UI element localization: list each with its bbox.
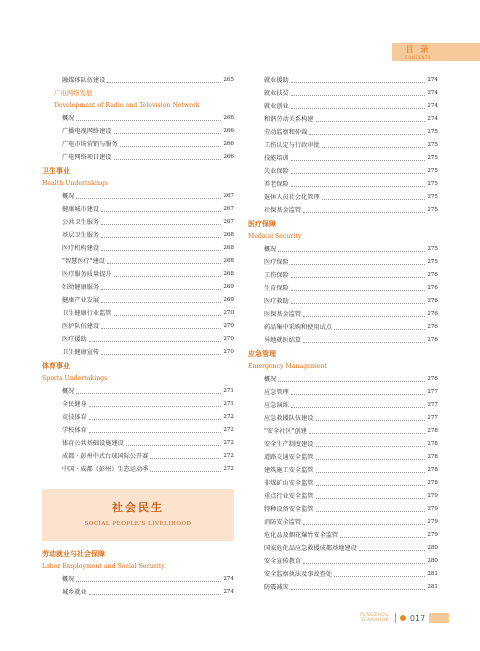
toc-entry-page: 275 <box>427 259 438 265</box>
toc-entry-page: 274 <box>427 90 438 96</box>
toc-leader-dots <box>309 134 425 135</box>
toc-entry-title: 体育公共基础设施建设 <box>62 440 124 447</box>
toc-entry[interactable] <box>248 555 438 568</box>
toc-leader-dots <box>316 446 426 447</box>
toc-leader-dots <box>89 419 222 420</box>
toc-entry-page: 276 <box>427 285 438 291</box>
toc-entry-page: 272 <box>223 414 234 420</box>
toc-entry-title: 就业扶贫 <box>264 90 289 97</box>
toc-leader-dots <box>291 394 426 395</box>
toc-entry-page: 268 <box>223 245 234 251</box>
toc-entry[interactable] <box>42 229 234 242</box>
toc-leader-dots <box>291 160 426 161</box>
toc-entry-page: 276 <box>427 311 438 317</box>
toc-leader-dots <box>101 250 221 251</box>
toc-leader-dots <box>316 511 426 512</box>
toc-entry[interactable] <box>42 398 234 411</box>
toc-entry-title: 安全监察执法及事故查处 <box>264 571 333 578</box>
toc-leader-dots <box>334 576 425 577</box>
toc-entry-title: 技能培训 <box>264 155 289 162</box>
toc-entry[interactable] <box>248 490 438 503</box>
toc-entry-title: 中国 · 成都（彭州）生态运动季 <box>62 466 149 473</box>
toc-entry[interactable] <box>248 438 438 451</box>
toc-leader-dots <box>150 471 221 472</box>
toc-entry[interactable] <box>248 256 438 269</box>
toc-entry-title: 全民健身 <box>62 401 87 408</box>
toc-entry[interactable] <box>248 451 438 464</box>
toc-entry-title: 失业保险 <box>264 168 289 175</box>
page-subtitle: CONTENTS <box>405 55 431 60</box>
toc-entry-title: 概况 <box>62 576 75 583</box>
toc-entry-page: 280 <box>427 545 438 551</box>
toc-leader-dots <box>76 198 221 199</box>
toc-entry-title: 和谐劳动关系构建 <box>264 116 314 123</box>
toc-entry-title: 建筑施工安全监管 <box>264 467 314 474</box>
toc-entry[interactable] <box>42 385 234 398</box>
footer-dot-icon <box>400 615 406 621</box>
toc-entry[interactable] <box>42 74 234 87</box>
toc-entry-page: 274 <box>427 103 438 109</box>
toc-entry[interactable] <box>248 204 438 217</box>
toc-entry-title: 概况 <box>264 246 277 253</box>
toc-entry[interactable] <box>42 268 234 281</box>
toc-leader-dots <box>291 589 426 590</box>
toc-leader-dots <box>150 458 221 459</box>
toc-leader-dots <box>107 82 221 83</box>
toc-leader-dots <box>291 303 426 304</box>
toc-entry-title: 安全宣传教育 <box>264 558 302 565</box>
section-title-en: Labor Employment and Social Security <box>42 563 165 570</box>
toc-entry-page: 268 <box>223 271 234 277</box>
toc-entry-title: 工伤认定与行政审批 <box>264 142 320 149</box>
toc-entry[interactable] <box>248 178 438 191</box>
toc-entry-title: 概况 <box>62 193 75 200</box>
toc-entry-page: 280 <box>427 558 438 564</box>
toc-entry-title: "智慧医疗"建设 <box>62 258 105 265</box>
toc-entry-page: 266 <box>223 154 234 160</box>
toc-entry-title: 竞技体育 <box>62 414 87 421</box>
toc-entry-page: 276 <box>427 324 438 330</box>
toc-entry-page: 270 <box>223 310 234 316</box>
toc-entry[interactable] <box>42 125 234 138</box>
toc-leader-dots <box>89 406 222 407</box>
toc-leader-dots <box>120 146 222 147</box>
toc-entry-page: 276 <box>427 337 438 343</box>
toc-entry-title: 健康产业发展 <box>62 297 100 304</box>
toc-entry[interactable] <box>248 425 438 438</box>
toc-leader-dots <box>291 277 426 278</box>
page-title: 目 录 <box>405 45 431 54</box>
toc-entry[interactable] <box>42 112 234 125</box>
toc-entry-title: 融媒体队伍建设 <box>62 77 106 84</box>
toc-entry-title: 生育保险 <box>264 285 289 292</box>
toc-entry-title: 广电网络项目建设 <box>62 154 112 161</box>
toc-entry-page: 274 <box>223 589 234 595</box>
section-title-en: Medical Security <box>248 233 302 240</box>
toc-entry-page: 268 <box>223 258 234 264</box>
section-title-en: Emergency Management <box>248 363 327 370</box>
toc-entry[interactable] <box>248 282 438 295</box>
toc-entry-page: 275 <box>427 129 438 135</box>
part-banner-title: 社会民生 <box>112 501 164 514</box>
toc-entry-page: 275 <box>427 155 438 161</box>
toc-entry-title: 重点行业安全监管 <box>264 493 314 500</box>
toc-entry-page: 272 <box>223 466 234 472</box>
toc-entry-title: 医疗机构建设 <box>62 245 100 252</box>
toc-leader-dots <box>114 276 222 277</box>
toc-entry-page: 272 <box>223 440 234 446</box>
toc-entry-title: "安全社区"创建 <box>264 428 307 435</box>
toc-entry-page: 276 <box>427 298 438 304</box>
toc-entry-title: 广播电视网络建设 <box>62 128 112 135</box>
toc-entry-page: 275 <box>427 168 438 174</box>
toc-entry[interactable] <box>42 203 234 216</box>
toc-entry[interactable] <box>42 586 234 599</box>
toc-entry[interactable] <box>42 281 234 294</box>
toc-entry[interactable] <box>248 191 438 204</box>
toc-leader-dots <box>76 393 221 394</box>
toc-entry-title: 消防安全监管 <box>264 519 302 526</box>
toc-leader-dots <box>101 302 221 303</box>
toc-leader-dots <box>316 459 426 460</box>
toc-leader-dots <box>316 121 426 122</box>
toc-entry[interactable] <box>248 334 438 347</box>
toc-leader-dots <box>340 537 425 538</box>
toc-entry[interactable] <box>248 126 438 139</box>
toc-entry-title: 基层卫生服务 <box>62 232 100 239</box>
toc-leader-dots <box>291 82 426 83</box>
toc-entry-page: 268 <box>223 232 234 238</box>
toc-entry-title: 医疗救助 <box>264 298 289 305</box>
toc-entry[interactable] <box>248 529 438 542</box>
toc-entry-page: 276 <box>427 272 438 278</box>
toc-leader-dots <box>291 108 426 109</box>
footer-brand-line2: YEARBOOK <box>360 618 389 623</box>
toc-entry[interactable] <box>248 464 438 477</box>
section-title-cn: 广电网络发展 <box>54 89 93 97</box>
toc-entry[interactable] <box>248 74 438 87</box>
toc-entry-page: 275 <box>427 246 438 252</box>
toc-entry[interactable] <box>42 333 234 346</box>
toc-entry[interactable] <box>248 139 438 152</box>
toc-entry-page: 274 <box>427 77 438 83</box>
toc-leader-dots <box>334 329 425 330</box>
toc-entry-page: 271 <box>223 388 234 394</box>
toc-leader-dots <box>278 251 425 252</box>
toc-entry[interactable] <box>42 463 234 476</box>
toc-entry-title: 应急管理 <box>264 389 289 396</box>
toc-entry-page: 277 <box>427 402 438 408</box>
toc-entry[interactable] <box>248 87 438 100</box>
toc-entry-title: 医保基金监管 <box>264 311 302 318</box>
toc-entry-title: 公共卫生服务 <box>62 219 100 226</box>
footer-brand <box>360 613 389 623</box>
toc-entry[interactable] <box>248 113 438 126</box>
section-title-cn: 体育事业 <box>42 362 70 370</box>
section-title-cn: 医疗保障 <box>248 220 276 228</box>
toc-entry-title: 应急演练 <box>264 402 289 409</box>
toc-entry[interactable] <box>248 308 438 321</box>
toc-entry-title: 非煤矿山安全监管 <box>264 480 314 487</box>
toc-leader-dots <box>101 354 221 355</box>
toc-entry[interactable] <box>248 477 438 490</box>
toc-leader-dots <box>303 212 425 213</box>
toc-entry-title: 成都 · 彭州中式台球国际公开赛 <box>62 453 149 460</box>
toc-entry-title: 工伤保险 <box>264 272 289 279</box>
toc-entry[interactable] <box>248 542 438 555</box>
toc-leader-dots <box>114 315 222 316</box>
toc-entry[interactable] <box>248 399 438 412</box>
toc-leader-dots <box>114 133 222 134</box>
toc-entry-page: 277 <box>427 389 438 395</box>
toc-entry-page: 279 <box>427 506 438 512</box>
page-footer <box>360 612 449 624</box>
toc-entry-page: 270 <box>223 349 234 355</box>
toc-leader-dots <box>303 342 425 343</box>
toc-entry-page: 272 <box>223 427 234 433</box>
toc-entry[interactable] <box>42 573 234 586</box>
toc-entry-title: 医护队伍建设 <box>62 323 100 330</box>
footer-accent-bar <box>429 613 449 623</box>
toc-leader-dots <box>101 289 221 290</box>
toc-entry-title: 社保基金监管 <box>264 207 302 214</box>
toc-leader-dots <box>291 173 426 174</box>
toc-entry-page: 272 <box>223 453 234 459</box>
toc-entry-page: 266 <box>223 141 234 147</box>
toc-entry-page: 279 <box>427 519 438 525</box>
toc-leader-dots <box>303 524 425 525</box>
toc-entry-page: 271 <box>223 401 234 407</box>
toc-entry-title: 妇幼健康服务 <box>62 284 100 291</box>
section-title-cn: 应急管理 <box>248 350 276 358</box>
toc-leader-dots <box>316 485 426 486</box>
toc-entry[interactable] <box>42 138 234 151</box>
toc-entry-page: 281 <box>427 571 438 577</box>
section-title-cn: 卫生事业 <box>42 167 70 175</box>
toc-entry[interactable] <box>42 242 234 255</box>
toc-entry-title: 医疗保险 <box>264 259 289 266</box>
footer-brand-line1: PENGZHOU <box>360 613 389 618</box>
toc-entry-title: 危化品及烟花爆竹安全监管 <box>264 532 339 539</box>
toc-entry[interactable] <box>248 243 438 256</box>
toc-entry-title: 药品集中采购和使用试点 <box>264 324 333 331</box>
toc-entry-page: 275 <box>427 207 438 213</box>
toc-entry-page: 278 <box>427 467 438 473</box>
toc-entry[interactable] <box>42 216 234 229</box>
toc-leader-dots <box>291 290 426 291</box>
toc-entry-page: 270 <box>223 323 234 329</box>
toc-entry[interactable] <box>248 568 438 581</box>
toc-entry[interactable] <box>42 411 234 424</box>
toc-entry[interactable] <box>248 412 438 425</box>
toc-entry-title: 特种设备安全监管 <box>264 506 314 513</box>
toc-entry[interactable] <box>248 581 438 594</box>
toc-entry[interactable] <box>42 255 234 268</box>
toc-entry[interactable] <box>248 386 438 399</box>
section-title-en: Health Undertakings <box>42 180 108 187</box>
toc-leader-dots <box>76 120 221 121</box>
section-title-en: Sports Undertakings <box>42 375 108 382</box>
toc-entry[interactable] <box>42 151 234 164</box>
toc-right-column <box>248 74 438 594</box>
toc-entry-page: 278 <box>427 480 438 486</box>
toc-entry-title: 广电市场营销与服务 <box>62 141 118 148</box>
footer-divider <box>395 613 396 623</box>
toc-entry-page: 266 <box>223 115 234 121</box>
toc-entry[interactable] <box>42 190 234 203</box>
toc-leader-dots <box>322 147 426 148</box>
toc-entry-page: 275 <box>427 194 438 200</box>
toc-entry-page: 277 <box>427 415 438 421</box>
page-number: 017 <box>409 613 426 623</box>
toc-entry-page: 279 <box>427 532 438 538</box>
toc-leader-dots <box>359 550 426 551</box>
toc-entry[interactable] <box>42 437 234 450</box>
toc-leader-dots <box>303 563 425 564</box>
toc-entry-page: 265 <box>223 77 234 83</box>
toc-leader-dots <box>101 211 221 212</box>
toc-entry-title: 健康城市建设 <box>62 206 100 213</box>
toc-leader-dots <box>291 95 426 96</box>
toc-entry-title: 道路交通安全监管 <box>264 454 314 461</box>
toc-entry-page: 269 <box>223 284 234 290</box>
toc-entry[interactable] <box>248 516 438 529</box>
toc-entry[interactable] <box>42 320 234 333</box>
toc-entry-page: 275 <box>427 181 438 187</box>
toc-leader-dots <box>107 263 221 264</box>
toc-entry[interactable] <box>248 269 438 282</box>
toc-leader-dots <box>291 407 426 408</box>
toc-entry-page: 275 <box>427 142 438 148</box>
toc-entry-title: 防震减灾 <box>264 584 289 591</box>
toc-entry-title: 就业援助 <box>264 77 289 84</box>
toc-entry-page: 270 <box>223 336 234 342</box>
toc-entry[interactable] <box>42 424 234 437</box>
toc-entry-title: 退休人员社会化管理 <box>264 194 320 201</box>
toc-entry[interactable] <box>248 373 438 386</box>
toc-leader-dots <box>76 581 221 582</box>
toc-leader-dots <box>309 433 425 434</box>
toc-entry-page: 276 <box>427 376 438 382</box>
toc-entry-title: 应急救援队伍建设 <box>264 415 314 422</box>
toc-entry-title: 学校体育 <box>62 427 87 434</box>
toc-leader-dots <box>316 420 426 421</box>
toc-entry[interactable] <box>248 295 438 308</box>
toc-entry-page: 279 <box>427 493 438 499</box>
toc-leader-dots <box>89 594 222 595</box>
toc-entry[interactable] <box>42 346 234 359</box>
toc-entry[interactable] <box>248 321 438 334</box>
toc-entry-title: 概况 <box>62 115 75 122</box>
toc-entry-page: 267 <box>223 219 234 225</box>
toc-leader-dots <box>291 186 426 187</box>
toc-entry-title: 医疗服务质量提升 <box>62 271 112 278</box>
toc-entry-title: 概况 <box>264 376 277 383</box>
toc-entry-page: 274 <box>427 116 438 122</box>
toc-entry[interactable] <box>248 503 438 516</box>
toc-leader-dots <box>89 432 222 433</box>
toc-entry-page: 267 <box>223 193 234 199</box>
section-title-cn: 劳动就业与社会保障 <box>42 550 105 558</box>
toc-leader-dots <box>291 264 426 265</box>
toc-entry-page: 278 <box>427 428 438 434</box>
toc-entry-page: 278 <box>427 441 438 447</box>
toc-entry-page: 278 <box>427 454 438 460</box>
toc-leader-dots <box>303 316 425 317</box>
toc-entry[interactable] <box>248 100 438 113</box>
toc-leader-dots <box>101 328 221 329</box>
toc-entry-page: 267 <box>223 206 234 212</box>
section-title-en: Development of Radio and Television Network <box>54 102 200 109</box>
toc-entry-page: 269 <box>223 297 234 303</box>
toc-leader-dots <box>101 224 221 225</box>
toc-entry-title: 卫生健康行业监管 <box>62 310 112 317</box>
toc-leader-dots <box>316 498 426 499</box>
toc-leader-dots <box>114 159 222 160</box>
toc-entry[interactable] <box>42 450 234 463</box>
toc-entry-title: 国家危化品应急救援成都基地建设 <box>264 545 357 552</box>
toc-leader-dots <box>316 472 426 473</box>
toc-entry[interactable] <box>248 165 438 178</box>
toc-leader-dots <box>89 341 222 342</box>
toc-entry-title: 就业创业 <box>264 103 289 110</box>
toc-leader-dots <box>126 445 221 446</box>
toc-entry-title: 医疗援助 <box>62 336 87 343</box>
toc-entry-title: 城乡就业 <box>62 589 87 596</box>
toc-entry-title: 卫生健康宣传 <box>62 349 100 356</box>
toc-entry-title: 异地就医结算 <box>264 337 302 344</box>
toc-leader-dots <box>278 381 425 382</box>
part-banner-subtitle: SOCIAL PEOPLE'S LIVELIHOOD <box>84 521 192 527</box>
toc-entry-page: 274 <box>223 576 234 582</box>
part-banner <box>42 489 234 541</box>
toc-entry[interactable] <box>248 152 438 165</box>
toc-entry-title: 劳动监察和仲裁 <box>264 129 308 136</box>
toc-entry-page: 266 <box>223 128 234 134</box>
toc-entry-title: 养老保险 <box>264 181 289 188</box>
toc-entry[interactable] <box>42 294 234 307</box>
toc-entry-title: 概况 <box>62 388 75 395</box>
toc-entry[interactable] <box>42 307 234 320</box>
toc-leader-dots <box>322 199 426 200</box>
toc-leader-dots <box>101 237 221 238</box>
toc-entry-title: 安全生产制度建设 <box>264 441 314 448</box>
toc-entry-page: 281 <box>427 584 438 590</box>
